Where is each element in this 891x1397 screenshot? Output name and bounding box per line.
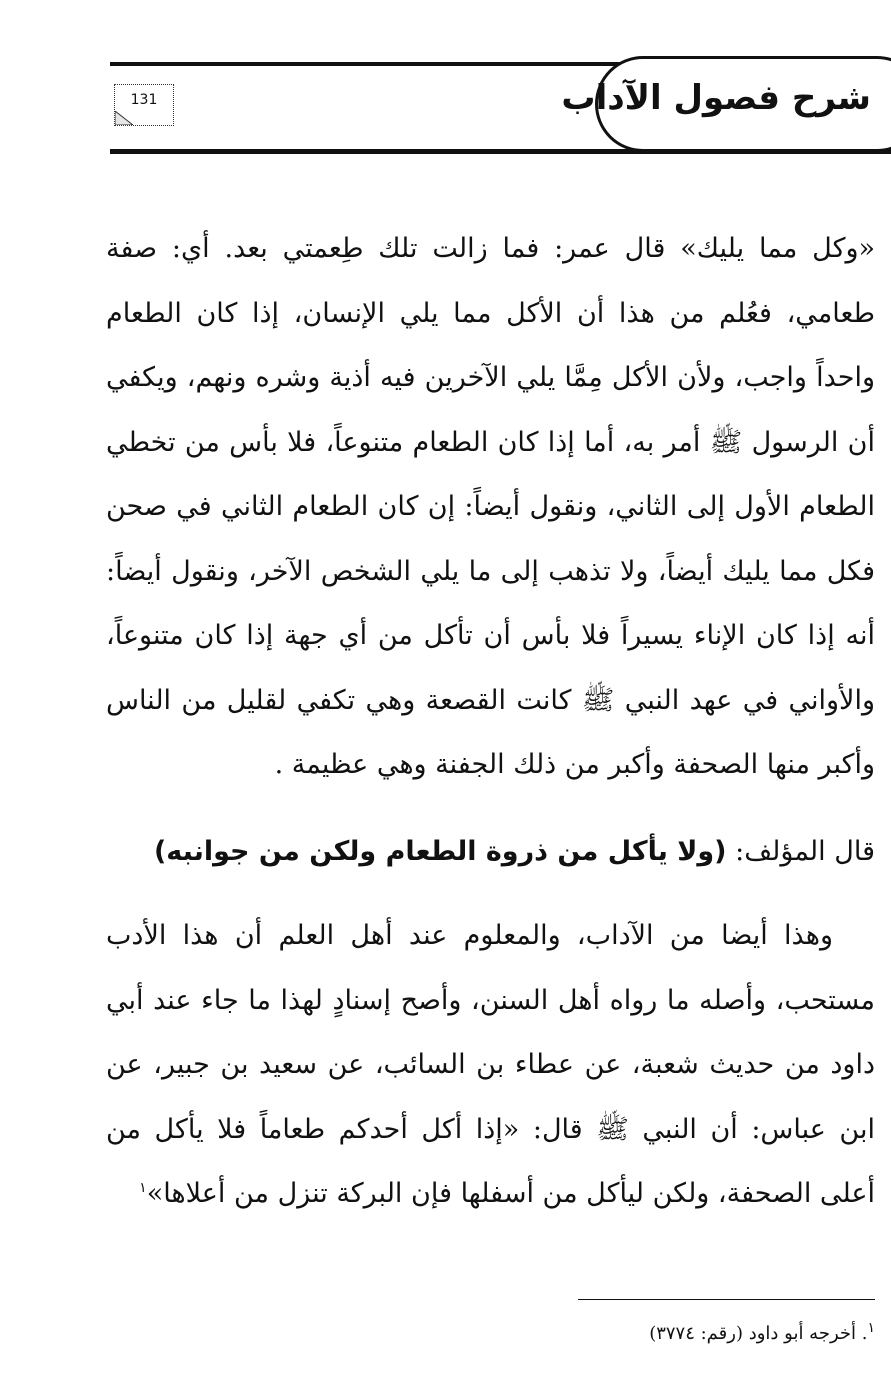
footnote-ref: ١ bbox=[139, 1180, 147, 1196]
paragraph-1: «وكل مما يليك» قال عمر: فما زالت تلك طِعمتي بعد. أي: صفة طعامي، فعُلم من هذا أن الأكل مما يلي الإنسان، إذا كان الطعام واحداً واجب، ولأن الأكل مِمَّا يلي الآخرين فيه أذية وشره ونهم، ويكفي أن الرسول ﷺ أمر به، أما إذا كان الطعام متنوعاً، فلا بأس من تخطي الطعام الأول إلى الثاني، ونقول أيضاً: إن كان الطعام الثاني في صحن فكل مما يليك أيضاً، ولا تذهب إلى ما يلي الشخص الآخر، ونقول أيضاً: أنه إذا كان الإناء يسيراً فلا بأس أن تأكل من أي جهة إذا كان متنوعاً، والأواني في عهد النبي ﷺ كانت القصعة وهي تكفي لقليل من الناس وأكبر منها الصحفة وأكبر من ذلك الجفنة وهي عظيمة . bbox=[106, 233, 875, 780]
footnote-rule bbox=[578, 1299, 875, 1300]
paragraph-3-text: وهذا أيضا من الآداب، والمعلوم عند أهل العلم أن هذا الأدب مستحب، وأصله ما رواه أهل السنن، وأصح إسنادٍ لهذا ما جاء عند أبي داود من حديث شعبة، عن عطاء بن السائب، عن سعيد بن جبير، عن ابن عباس: أن النبي ﷺ قال: «إذا أكل أحدكم طعاماً فلا يأكل من أعلى الصحفة، ولكن ليأكل من أسفلها فإن البركة تنزل من أعلاها» bbox=[106, 920, 875, 1209]
footnote-marker: ١ bbox=[867, 1320, 875, 1336]
page-curl-icon bbox=[115, 111, 133, 125]
paragraph-3 bbox=[106, 904, 875, 1227]
footnote-text: . أخرجه أبو داود (رقم: ٣٧٧٤) bbox=[649, 1323, 868, 1344]
author-statement-lead: قال المؤلف: bbox=[726, 836, 875, 867]
footnote bbox=[106, 1320, 875, 1348]
page-number: 131 bbox=[130, 92, 158, 108]
book-title: شرح فصول الآداب bbox=[561, 78, 871, 118]
page-number-box bbox=[114, 84, 174, 126]
author-statement bbox=[106, 820, 875, 885]
author-quote: (ولا يأكل من ذروة الطعام ولكن من جوانبه) bbox=[153, 836, 727, 867]
page-header bbox=[0, 0, 891, 160]
